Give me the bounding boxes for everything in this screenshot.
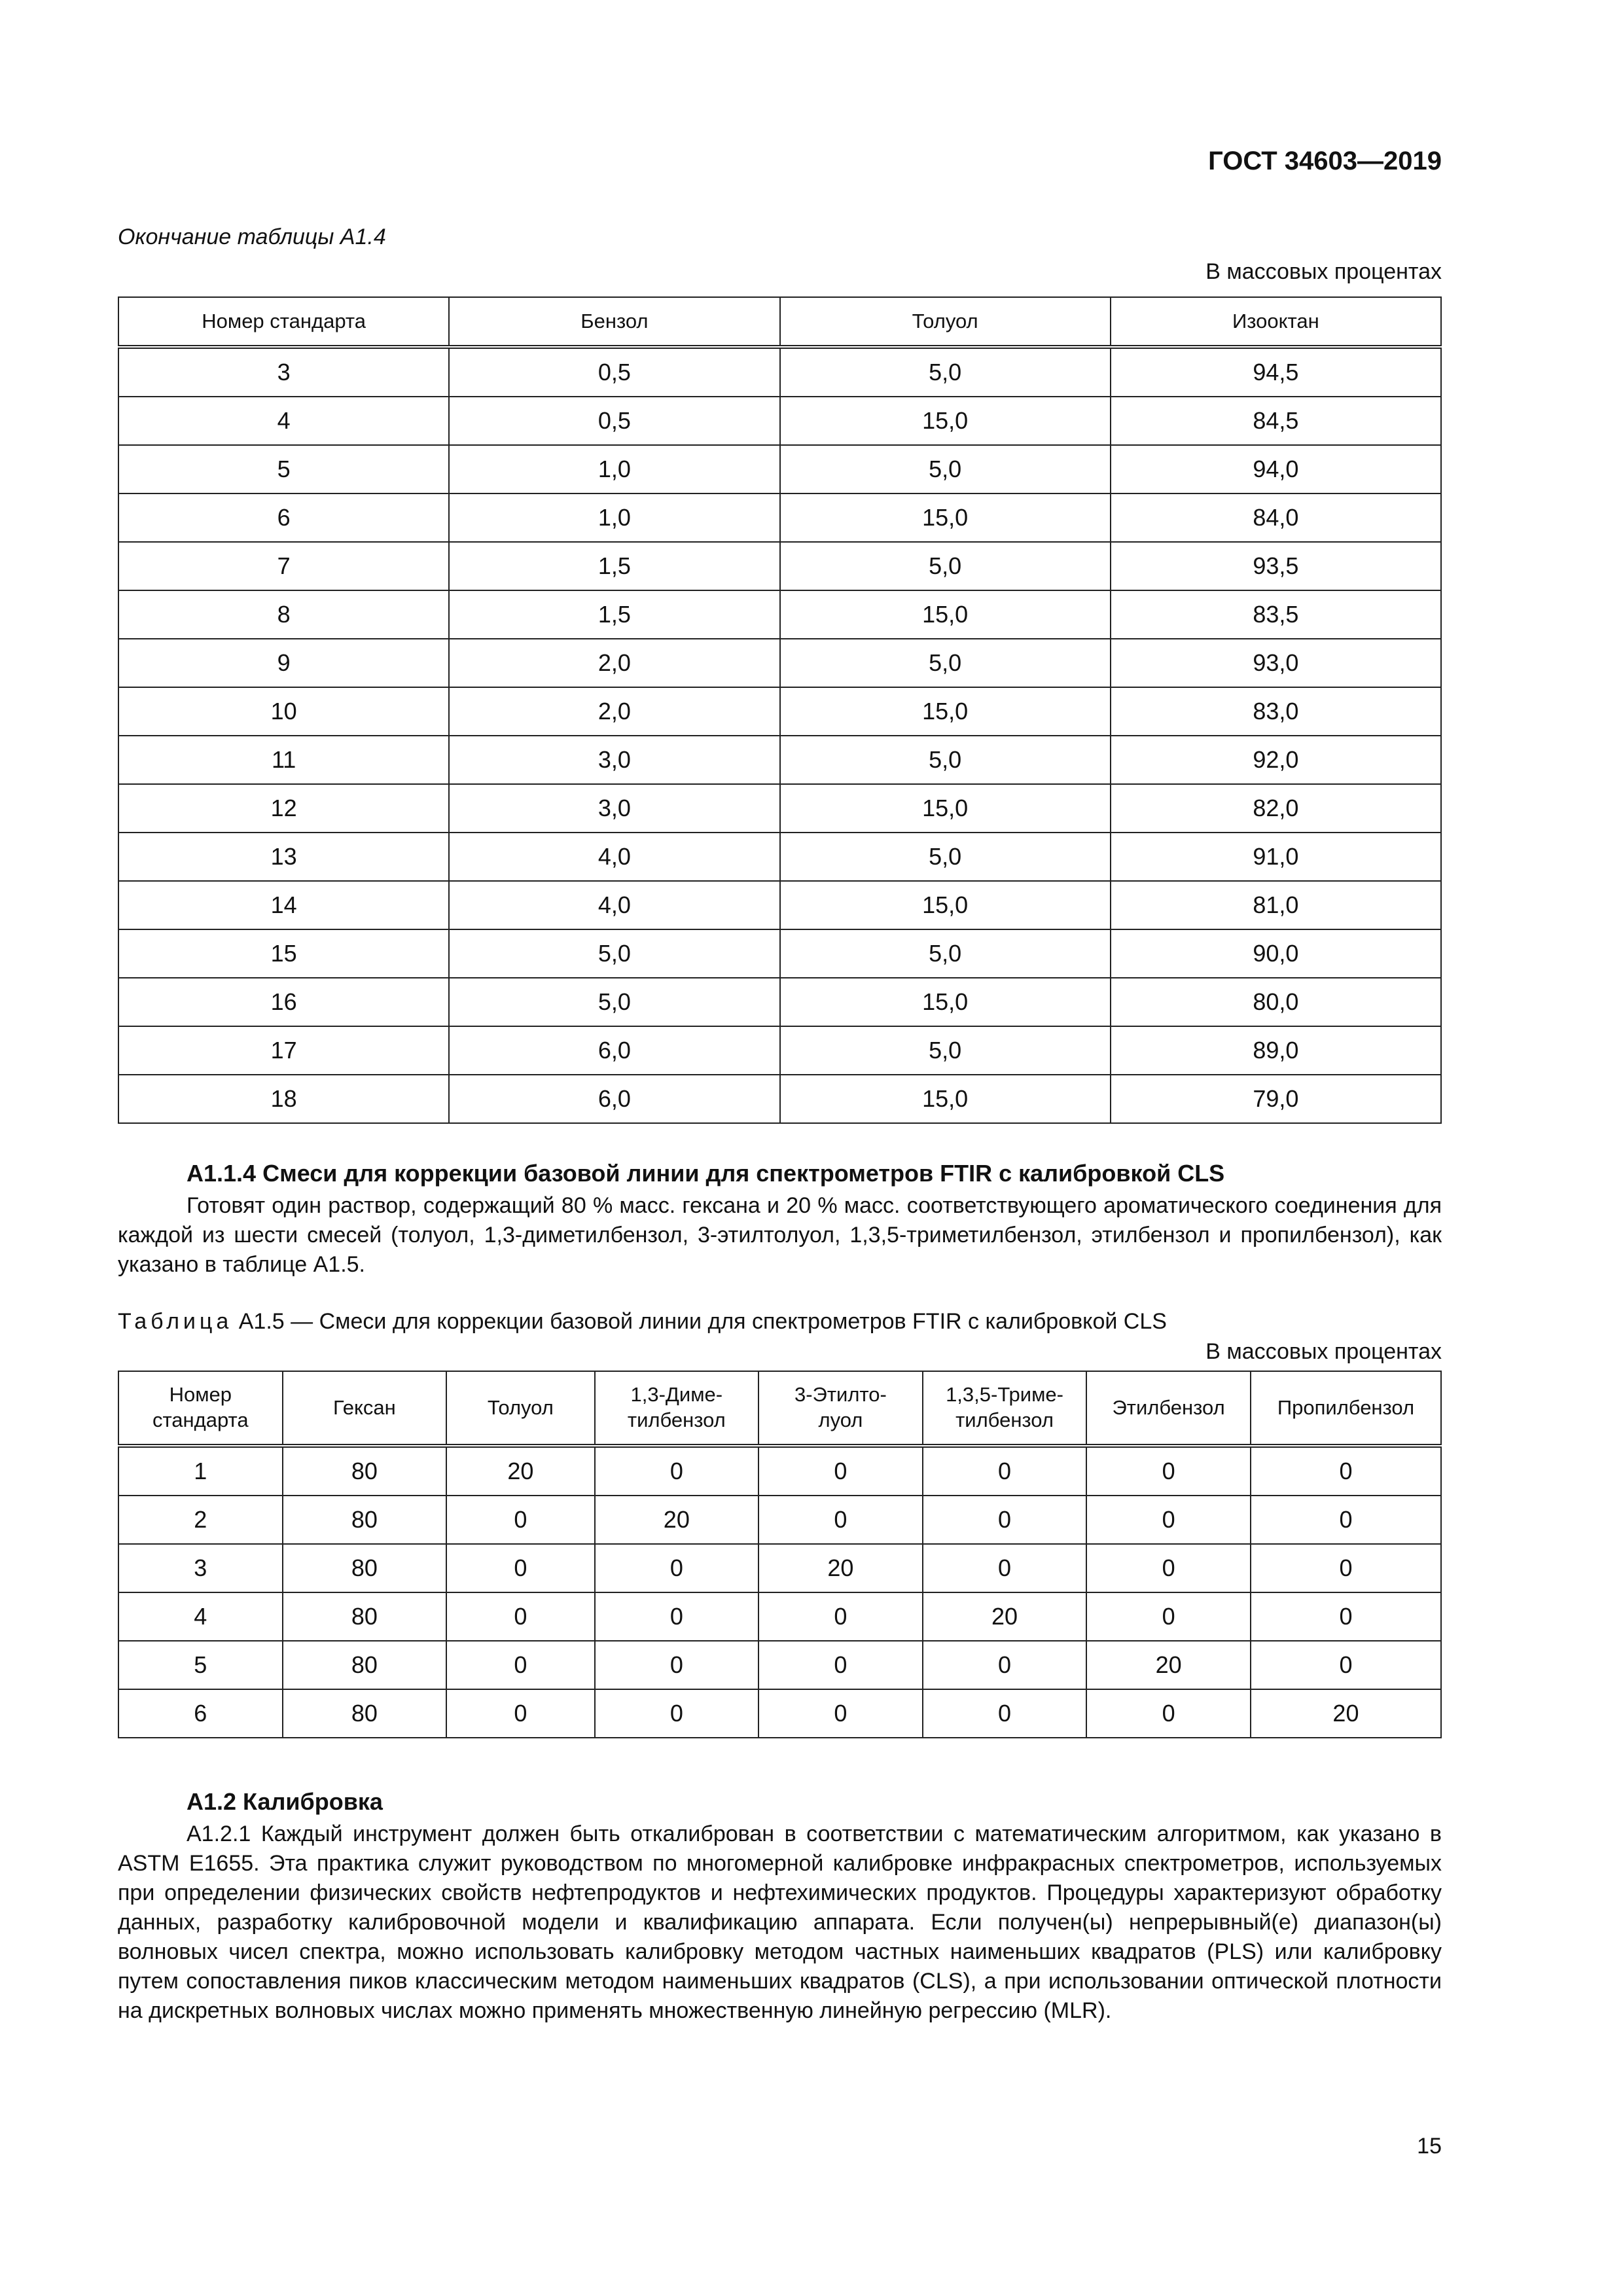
table-cell: 0 (595, 1689, 759, 1738)
table-cell: 94,0 (1111, 445, 1441, 493)
table-cell: 15,0 (780, 397, 1111, 445)
table-row (118, 347, 1441, 397)
table-cell: 0 (1086, 1592, 1251, 1641)
table-cell: 89,0 (1111, 1026, 1441, 1075)
table-cell: 7 (118, 542, 449, 590)
table-row (118, 1446, 1441, 1496)
column-header (780, 297, 1111, 347)
table-cell: 2,0 (449, 639, 779, 687)
table-cell: 3,0 (449, 784, 779, 833)
table-cell: 80 (283, 1496, 447, 1544)
table-cell: 4 (118, 397, 449, 445)
table-cell: 6,0 (449, 1026, 779, 1075)
table-a14 (118, 296, 1442, 1124)
table-cell: 18 (118, 1075, 449, 1123)
table-cell: 15,0 (780, 784, 1111, 833)
section-a12-text: А1.2.1 Каждый инструмент должен быть откалиброван в соответствии с математическим алгоритмом, как указано в ASTM E1655. Эта практика служит руководством по многомерной калибровке инфракрасных спектрометров, используемых при определении физических свойств нефтепродуктов и нефтехимических продуктов. Процедуры характеризуют обработку данных, разработку калибровочной модели и квалификацию аппарата. Если получен(ы) непрерывный(е) диапазон(ы) волновых чисел спектра, можно использовать калибровку методом частных наименьших квадратов (PLS) или калибровку путем сопоставления пиков классическим методом наименьших квадратов (CLS), а при использовании оптической плотности на дискретных волновых числах можно применять множественную линейную регрессию (MLR). (118, 1821, 1442, 2023)
table-row (118, 1496, 1441, 1544)
table-cell: 20 (446, 1446, 594, 1496)
column-header (449, 297, 779, 347)
table-row (118, 1592, 1441, 1641)
table-cell: 8 (118, 590, 449, 639)
column-header-text: 1,3-Диме- (630, 1383, 723, 1407)
table-cell: 0 (758, 1592, 923, 1641)
table-a15-caption-label: Таблица (118, 1309, 233, 1334)
column-header (1251, 1371, 1441, 1446)
table-a15 (118, 1371, 1442, 1738)
column-header-text: Толуол (912, 310, 978, 332)
table-cell: 3 (118, 1544, 283, 1592)
table-cell: 5,0 (780, 639, 1111, 687)
table-cell: 15,0 (780, 687, 1111, 736)
table-a15-caption (118, 1309, 1167, 1335)
table-cell: 2,0 (449, 687, 779, 736)
table-cell: 5,0 (780, 347, 1111, 397)
table-cell: 84,0 (1111, 493, 1441, 542)
table-cell: 0 (1251, 1496, 1441, 1544)
column-header-text: Изооктан (1232, 310, 1319, 332)
table-cell: 0 (923, 1641, 1087, 1689)
page-number: 15 (1417, 2134, 1442, 2159)
column-header-text: Номер (169, 1383, 232, 1407)
column-header (1111, 297, 1441, 347)
table-cell: 6,0 (449, 1075, 779, 1123)
table-cell: 9 (118, 639, 449, 687)
table-row (118, 978, 1441, 1026)
column-header (446, 1371, 594, 1446)
column-header (118, 297, 449, 347)
table-cell: 11 (118, 736, 449, 784)
table-row (118, 493, 1441, 542)
table-cell: 15,0 (780, 978, 1111, 1026)
table-a14-body (118, 347, 1441, 1123)
table-cell: 83,5 (1111, 590, 1441, 639)
column-header-text: тилбензол (955, 1408, 1054, 1431)
table-cell: 80 (283, 1689, 447, 1738)
table-row (118, 784, 1441, 833)
table-cell: 0,5 (449, 397, 779, 445)
table-cell: 0 (446, 1592, 594, 1641)
column-header-text: 1,3,5-Триме- (946, 1383, 1063, 1407)
table-cell: 0 (595, 1592, 759, 1641)
column-header (595, 1371, 759, 1446)
table-cell: 0 (923, 1544, 1087, 1592)
table-cell: 80 (283, 1592, 447, 1641)
column-header-text: Номер стандарта (202, 310, 366, 332)
table-cell: 20 (1251, 1689, 1441, 1738)
table-cell: 1,0 (449, 493, 779, 542)
column-header-text: Толуол (487, 1395, 554, 1419)
table-cell: 15,0 (780, 590, 1111, 639)
table-row (118, 590, 1441, 639)
section-a114-heading: А1.1.4 Смеси для коррекции базовой линии для спектрометров FTIR с калибровкой CLS (187, 1160, 1225, 1187)
table-cell: 17 (118, 1026, 449, 1075)
table-cell: 0 (1251, 1592, 1441, 1641)
table-cell: 0 (446, 1544, 594, 1592)
table-cell: 5,0 (780, 1026, 1111, 1075)
table-cell: 10 (118, 687, 449, 736)
table-continuation-label: Окончание таблицы А1.4 (118, 224, 386, 249)
table-cell: 94,5 (1111, 347, 1441, 397)
table-cell: 0 (758, 1689, 923, 1738)
table-a14-unit: В массовых процентах (1205, 259, 1442, 284)
table-cell: 0 (1251, 1446, 1441, 1496)
table-cell: 15,0 (780, 493, 1111, 542)
table-cell: 4,0 (449, 881, 779, 929)
table-cell: 13 (118, 833, 449, 881)
table-cell: 0 (923, 1446, 1087, 1496)
table-row (118, 687, 1441, 736)
table-cell: 1,5 (449, 590, 779, 639)
column-header (283, 1371, 447, 1446)
table-a15-caption-text: А1.5 — Смеси для коррекции базовой линии для спектрометров FTIR с калибровкой CLS (232, 1309, 1167, 1334)
table-cell: 5,0 (449, 978, 779, 1026)
table-cell: 20 (595, 1496, 759, 1544)
table-cell: 12 (118, 784, 449, 833)
table-cell: 80,0 (1111, 978, 1441, 1026)
table-cell: 91,0 (1111, 833, 1441, 881)
table-cell: 5,0 (780, 833, 1111, 881)
table-cell: 5 (118, 1641, 283, 1689)
table-cell: 5 (118, 445, 449, 493)
table-cell: 84,5 (1111, 397, 1441, 445)
table-cell: 20 (1086, 1641, 1251, 1689)
table-cell: 82,0 (1111, 784, 1441, 833)
section-a12-heading: А1.2 Калибровка (187, 1788, 383, 1815)
table-cell: 81,0 (1111, 881, 1441, 929)
column-header (118, 1371, 283, 1446)
table-row (118, 1641, 1441, 1689)
table-cell: 3 (118, 347, 449, 397)
table-cell: 0 (1086, 1496, 1251, 1544)
table-cell: 90,0 (1111, 929, 1441, 978)
column-header-text: 3-Этилто- (794, 1383, 887, 1407)
table-cell: 20 (923, 1592, 1087, 1641)
table-cell: 0 (758, 1446, 923, 1496)
table-cell: 5,0 (780, 736, 1111, 784)
table-cell: 2 (118, 1496, 283, 1544)
table-cell: 0 (1086, 1544, 1251, 1592)
table-cell: 79,0 (1111, 1075, 1441, 1123)
table-cell: 6 (118, 493, 449, 542)
table-row (118, 397, 1441, 445)
table-cell: 5,0 (780, 445, 1111, 493)
table-cell: 0 (1251, 1544, 1441, 1592)
table-cell: 0,5 (449, 347, 779, 397)
table-cell: 80 (283, 1544, 447, 1592)
table-cell: 4 (118, 1592, 283, 1641)
table-row (118, 542, 1441, 590)
table-row (118, 833, 1441, 881)
table-cell: 0 (446, 1641, 594, 1689)
table-cell: 93,5 (1111, 542, 1441, 590)
table-cell: 5,0 (780, 542, 1111, 590)
standard-number: ГОСТ 34603—2019 (1208, 147, 1442, 175)
table-cell: 93,0 (1111, 639, 1441, 687)
table-cell: 0 (446, 1496, 594, 1544)
table-cell: 15,0 (780, 1075, 1111, 1123)
table-row (118, 881, 1441, 929)
table-cell: 83,0 (1111, 687, 1441, 736)
column-header-text: луол (818, 1408, 863, 1431)
table-cell: 14 (118, 881, 449, 929)
table-cell: 16 (118, 978, 449, 1026)
table-cell: 0 (446, 1689, 594, 1738)
table-row (118, 1026, 1441, 1075)
table-cell: 3,0 (449, 736, 779, 784)
column-header (1086, 1371, 1251, 1446)
table-row (118, 1544, 1441, 1592)
table-cell: 0 (595, 1446, 759, 1496)
column-header-text: Гексан (333, 1395, 396, 1419)
table-cell: 92,0 (1111, 736, 1441, 784)
table-cell: 0 (595, 1641, 759, 1689)
table-cell: 0 (758, 1496, 923, 1544)
table-a15-unit: В массовых процентах (1205, 1339, 1442, 1364)
table-cell: 5,0 (449, 929, 779, 978)
table-cell: 1 (118, 1446, 283, 1496)
table-cell: 15 (118, 929, 449, 978)
table-row (118, 929, 1441, 978)
table-row (118, 1689, 1441, 1738)
column-header-text: тилбензол (627, 1408, 726, 1431)
table-a14-header-row (118, 297, 1441, 347)
table-cell: 0 (1086, 1446, 1251, 1496)
table-a15-header-row (118, 1371, 1441, 1446)
table-cell: 0 (758, 1641, 923, 1689)
table-row (118, 1075, 1441, 1123)
table-cell: 1,0 (449, 445, 779, 493)
table-cell: 0 (595, 1544, 759, 1592)
table-cell: 6 (118, 1689, 283, 1738)
table-cell: 0 (923, 1496, 1087, 1544)
column-header-text: стандарта (152, 1408, 249, 1431)
section-a114-text: Готовят один раствор, содержащий 80 % масс. гексана и 20 % масс. соответствующего ароматического соединения для каждой из шести смесей (толуол, 1,3-диметилбензол, 3-этилтолуол, 1,3,5-триметилбензол, этилбензол и пропилбензол), как указано в таблице А1.5. (118, 1193, 1442, 1277)
table-a15-body (118, 1446, 1441, 1738)
table-row (118, 736, 1441, 784)
table-cell: 1,5 (449, 542, 779, 590)
column-header-text: Этилбензол (1112, 1395, 1225, 1419)
table-cell: 5,0 (780, 929, 1111, 978)
table-cell: 15,0 (780, 881, 1111, 929)
table-cell: 20 (758, 1544, 923, 1592)
table-row (118, 445, 1441, 493)
table-cell: 0 (1086, 1689, 1251, 1738)
table-cell: 0 (923, 1689, 1087, 1738)
column-header (923, 1371, 1087, 1446)
table-cell: 80 (283, 1641, 447, 1689)
table-row (118, 639, 1441, 687)
table-cell: 4,0 (449, 833, 779, 881)
column-header-text: Пропилбензол (1277, 1395, 1415, 1419)
table-cell: 80 (283, 1446, 447, 1496)
column-header-text: Бензол (580, 310, 649, 332)
table-cell: 0 (1251, 1641, 1441, 1689)
column-header (758, 1371, 923, 1446)
